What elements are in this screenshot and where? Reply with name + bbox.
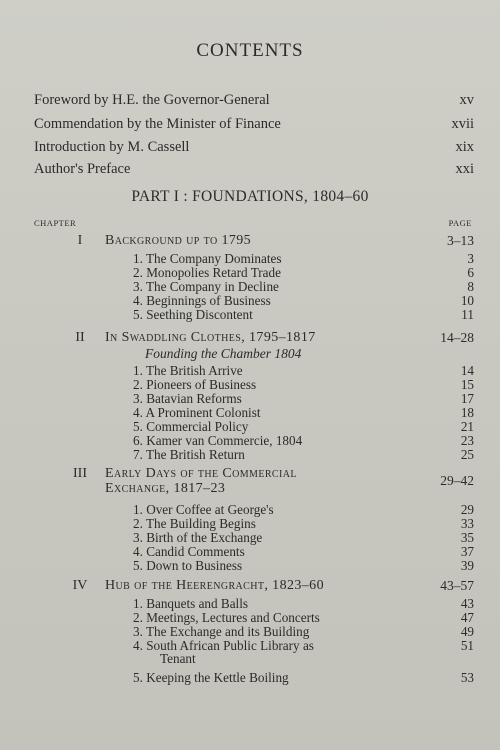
chapter-page-range: 43–57: [440, 578, 474, 593]
section-row: 1. The Company Dominates 3: [133, 251, 474, 266]
section-row: 4. Beginnings of Business 10: [133, 293, 474, 308]
section-row: 7. The British Return 25: [133, 447, 474, 462]
section-row: 5. Down to Business 39: [133, 558, 474, 573]
chapter-column-header: CHAPTER: [34, 218, 77, 228]
section-row: 3. The Exchange and its Building 49: [133, 624, 474, 639]
entry-label: Author's Preface: [34, 161, 131, 177]
section-row: 3. Birth of the Exchange 35: [133, 530, 474, 545]
section-row-continued: Tenant: [160, 651, 196, 666]
section-row: 3. The Company in Decline 8: [133, 279, 474, 294]
section-row: 2. Monopolies Retard Trade 6: [133, 265, 474, 280]
page-title: CONTENTS: [196, 40, 304, 61]
section-row: 4. A Prominent Colonist 18: [133, 405, 474, 420]
section-row: 6. Kamer van Commercie, 1804 23: [133, 433, 474, 448]
chapter-page-range: 29–42: [440, 473, 474, 488]
section-row: 1. Over Coffee at George's 29: [133, 502, 474, 517]
entry-page: xix: [455, 139, 474, 155]
section-row: 5. Keeping the Kettle Boiling 53: [133, 670, 474, 685]
chapter-title-line2: Exchange, 1817–23: [105, 481, 226, 496]
entry-page: xxi: [455, 161, 474, 177]
entry-label: Introduction by M. Cassell: [34, 139, 190, 155]
page-column-header: PAGE: [448, 218, 472, 228]
section-row: 5. Seething Discontent 11: [133, 307, 474, 322]
section-row: 4. Candid Comments 37: [133, 544, 474, 559]
section-row: 3. Batavian Reforms 17: [133, 391, 474, 406]
entry-label: Foreword by H.E. the Governor-General: [34, 92, 270, 108]
chapter-title: In Swaddling Clothes, 1795–1817: [105, 330, 316, 345]
section-row: 1. Banquets and Balls 43: [133, 596, 474, 611]
chapter-title-line1: Early Days of the Commercial: [105, 466, 297, 481]
section-row: 4. South African Public Library as 51: [133, 638, 474, 653]
entry-page: xv: [459, 92, 474, 108]
book-page: CONTENTS Foreword by H.E. the Governor-General xv Commendation by the Minister of Finance xvii Introduction by M. Cassell xix Author's Preface xxi PART I : FOUNDATIONS, 1804–60 CHAPTER PAGE I Background up to 1795 3–13 1. The Company Dominates 3 2. Monopolies Retard Trade 6 3. The Company in Decline 8 4. Beginnings of Business 10 5. Seething Discontent 11 II In Swaddling Clothes, 1795–1817 14–28 Founding the Chamber 1804 1. The British Arrive 14 2. Pioneers of Business 15 3. Batavian Reforms 17 4. A Prominent Colonist 18 5. Commercial Policy 21 6. Kamer van Commercie, 1804 23 7. The British Return 25 III Early Days of the Commercial Exchange, 1817–23 29–42 1. Over Coffee at George's 29 2. The Building Begins 33 3. Birth of the Exchange 35 4. Candid Comments 37 5. Down to Business 39 IV Hub of the Heerengracht, 1823–60 43–57 1. Banquets and Balls 43 2. Meetings, Lectures and Concerts 47 3. The Exchange and its Building 49 4. South African Public Library as 51 Tenant 5. Keeping the Kettle Boiling 53: [0, 0, 500, 750]
chapter-title: Hub of the Heerengracht, 1823–60: [105, 578, 324, 593]
section-row: 1. The British Arrive 14: [133, 363, 474, 378]
entry-page: xvii: [451, 116, 474, 132]
chapter-title: Background up to 1795: [105, 233, 252, 248]
chapter-page-range: 14–28: [440, 330, 474, 345]
part-heading: PART I : FOUNDATIONS, 1804–60: [131, 188, 369, 205]
section-row: 2. Meetings, Lectures and Concerts 47: [133, 610, 474, 625]
entry-label: Commendation by the Minister of Finance: [34, 116, 281, 132]
section-row: 2. The Building Begins 33: [133, 516, 474, 531]
chapter-page-range: 3–13: [447, 233, 474, 248]
chapter-subtitle: Founding the Chamber 1804: [145, 346, 302, 361]
section-row: 5. Commercial Policy 21: [133, 419, 474, 434]
section-row: 2. Pioneers of Business 15: [133, 377, 474, 392]
